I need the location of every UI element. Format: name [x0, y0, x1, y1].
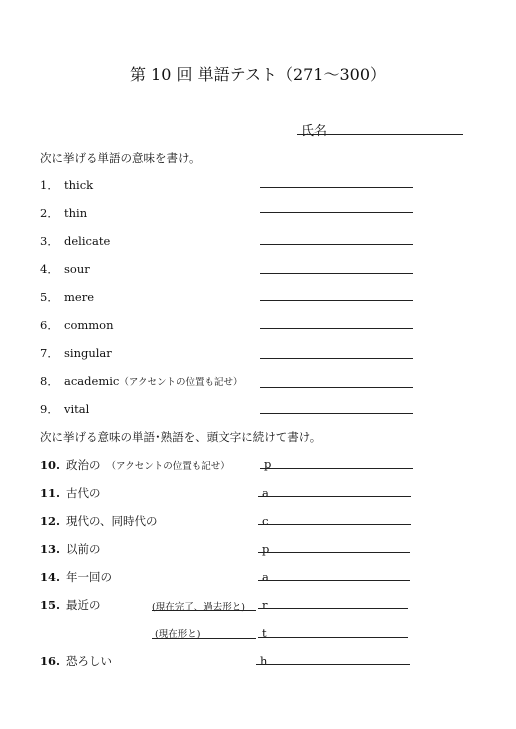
vocab-item-9: [40, 401, 89, 417]
vocab-item-8: [40, 373, 243, 389]
answer-line-1[interactable]: [260, 187, 413, 188]
item-number: 1．: [40, 178, 59, 192]
answer-line-15b[interactable]: [258, 637, 408, 638]
page-title: 第 10 回 単語テスト（271～300）: [129, 65, 387, 84]
name-label: 氏名: [301, 124, 328, 139]
item-number: 6．: [40, 318, 59, 332]
note-underline: [152, 638, 256, 639]
vocab-item-1: [40, 177, 93, 193]
item-meaning: 最近の: [66, 598, 101, 612]
accent-note: （アクセントの位置も記せ）: [119, 377, 243, 388]
item-number: 3．: [40, 234, 59, 248]
vocab-item-6: [40, 317, 114, 333]
initial-letter: h: [260, 654, 268, 668]
section2-instruction: 次に挙げる意味の単語･熟語を、頭文字に続けて書け。: [40, 430, 322, 444]
answer-line-7[interactable]: [260, 358, 413, 359]
meaning-item-13: [40, 541, 101, 557]
item-number: 13.: [40, 542, 61, 556]
initial-letter: a: [262, 486, 269, 500]
section1-instruction: 次に挙げる単語の意味を書け。: [40, 151, 201, 165]
answer-line-10[interactable]: [260, 468, 413, 469]
answer-line-6[interactable]: [260, 328, 413, 329]
item-number: 15.: [40, 598, 61, 612]
item-word: delicate: [64, 234, 111, 248]
initial-letter: p: [264, 457, 272, 471]
meaning-item-15: [40, 597, 101, 613]
answer-line-3[interactable]: [260, 244, 413, 245]
meaning-item-16: [40, 653, 112, 669]
item-meaning: 政治の: [66, 458, 101, 472]
initial-letter: t: [262, 626, 267, 640]
initial-letter: r: [262, 598, 268, 612]
tense-note: (現在完了、過去形と): [152, 602, 245, 613]
note-underline: [152, 610, 256, 611]
item-meaning: 年一回の: [66, 570, 112, 584]
item-word: singular: [64, 346, 112, 360]
item-number: 10.: [40, 458, 61, 472]
meaning-item-10: [40, 457, 230, 473]
item-number: 7．: [40, 346, 59, 360]
item-number: 12.: [40, 514, 61, 528]
item-word: mere: [64, 290, 95, 304]
answer-line-2[interactable]: [260, 212, 413, 213]
item-number: 2．: [40, 206, 59, 220]
item-word: thin: [64, 206, 88, 220]
item-word: sour: [64, 262, 90, 276]
item-meaning: 現代の、同時代の: [66, 514, 158, 528]
vocab-item-3: [40, 233, 110, 249]
meaning-item-14: [40, 569, 112, 585]
item-number: 11.: [40, 486, 61, 500]
answer-line-11[interactable]: [258, 496, 411, 497]
item-word: academic: [64, 374, 120, 388]
answer-line-5[interactable]: [260, 300, 413, 301]
answer-line-9[interactable]: [260, 413, 413, 414]
item-meaning: 以前の: [66, 542, 101, 556]
answer-line-8[interactable]: [260, 387, 413, 388]
item-number: 8．: [40, 374, 59, 388]
item-number: 9．: [40, 402, 59, 416]
vocab-item-4: [40, 261, 90, 277]
item-number: 14.: [40, 570, 61, 584]
meaning-item-12: [40, 513, 158, 529]
item-word: vital: [64, 402, 90, 416]
answer-line-12[interactable]: [258, 524, 411, 525]
item-word: common: [64, 318, 114, 332]
meaning-item-11: [40, 485, 101, 501]
answer-line-13[interactable]: [258, 552, 410, 553]
initial-letter: p: [262, 542, 270, 556]
accent-note: （アクセントの位置も記せ）: [106, 461, 230, 472]
answer-line-15a[interactable]: [258, 608, 408, 609]
initial-letter: a: [262, 570, 269, 584]
item-number: 5．: [40, 290, 59, 304]
answer-line-14[interactable]: [258, 580, 410, 581]
vocab-item-7: [40, 345, 112, 361]
vocab-item-2: [40, 205, 87, 221]
answer-line-16[interactable]: [256, 664, 410, 665]
vocab-item-5: [40, 289, 94, 305]
item-number: 4．: [40, 262, 59, 276]
answer-line-4[interactable]: [260, 273, 413, 274]
item-word: thick: [64, 178, 94, 192]
item-number: 16.: [40, 654, 61, 668]
tense-note: (現在形と): [155, 629, 201, 640]
item-meaning: 古代の: [66, 486, 101, 500]
initial-letter: c: [262, 514, 269, 528]
item-meaning: 恐ろしい: [66, 654, 112, 668]
name-field[interactable]: [297, 134, 463, 135]
